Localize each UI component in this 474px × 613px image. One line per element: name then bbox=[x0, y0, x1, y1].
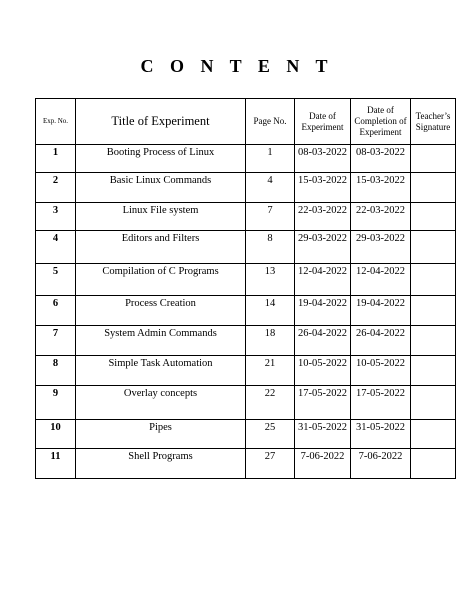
cell-exp-no: 1 bbox=[36, 145, 76, 173]
content-table bbox=[35, 98, 456, 479]
cell-date-of-completion: 15-03-2022 bbox=[351, 173, 411, 203]
cell-page-no: 14 bbox=[246, 296, 295, 326]
header-date-of-completion: Date of Completion of Experiment bbox=[351, 99, 411, 145]
table-row bbox=[36, 173, 456, 203]
cell-date-of-completion: 10-05-2022 bbox=[351, 356, 411, 386]
cell-page-no: 8 bbox=[246, 231, 295, 264]
cell-date-of-completion: 08-03-2022 bbox=[351, 145, 411, 173]
table-row bbox=[36, 203, 456, 231]
cell-date-of-completion: 12-04-2022 bbox=[351, 264, 411, 296]
cell-title: Shell Programs bbox=[76, 449, 246, 479]
cell-exp-no: 10 bbox=[36, 420, 76, 449]
table-row bbox=[36, 356, 456, 386]
cell-date-of-experiment: 19-04-2022 bbox=[295, 296, 351, 326]
page-title: C O N T E N T bbox=[140, 56, 334, 76]
cell-date-of-completion: 31-05-2022 bbox=[351, 420, 411, 449]
cell-date-of-completion: 7-06-2022 bbox=[351, 449, 411, 479]
cell-title: Simple Task Automation bbox=[76, 356, 246, 386]
cell-exp-no: 6 bbox=[36, 296, 76, 326]
header-exp-no: Exp. No. bbox=[36, 99, 76, 145]
cell-title: Pipes bbox=[76, 420, 246, 449]
table-row bbox=[36, 231, 456, 264]
cell-teacher-signature bbox=[411, 231, 456, 264]
table-row bbox=[36, 449, 456, 479]
cell-title: System Admin Commands bbox=[76, 326, 246, 356]
cell-date-of-experiment: 31-05-2022 bbox=[295, 420, 351, 449]
cell-date-of-experiment: 08-03-2022 bbox=[295, 145, 351, 173]
cell-title: Booting Process of Linux bbox=[76, 145, 246, 173]
table-row bbox=[36, 145, 456, 173]
cell-date-of-experiment: 29-03-2022 bbox=[295, 231, 351, 264]
cell-date-of-completion: 22-03-2022 bbox=[351, 203, 411, 231]
table-row bbox=[36, 420, 456, 449]
cell-date-of-experiment: 12-04-2022 bbox=[295, 264, 351, 296]
cell-teacher-signature bbox=[411, 420, 456, 449]
header-title: Title of Experiment bbox=[76, 99, 246, 145]
cell-page-no: 4 bbox=[246, 173, 295, 203]
cell-exp-no: 7 bbox=[36, 326, 76, 356]
cell-page-no: 7 bbox=[246, 203, 295, 231]
cell-date-of-experiment: 15-03-2022 bbox=[295, 173, 351, 203]
cell-title: Linux File system bbox=[76, 203, 246, 231]
table-row bbox=[36, 296, 456, 326]
cell-date-of-experiment: 7-06-2022 bbox=[295, 449, 351, 479]
cell-title: Overlay concepts bbox=[76, 386, 246, 420]
table-row bbox=[36, 386, 456, 420]
cell-page-no: 25 bbox=[246, 420, 295, 449]
cell-page-no: 13 bbox=[246, 264, 295, 296]
cell-date-of-completion: 17-05-2022 bbox=[351, 386, 411, 420]
cell-teacher-signature bbox=[411, 356, 456, 386]
cell-date-of-experiment: 17-05-2022 bbox=[295, 386, 351, 420]
cell-title: Editors and Filters bbox=[76, 231, 246, 264]
cell-exp-no: 2 bbox=[36, 173, 76, 203]
cell-date-of-experiment: 26-04-2022 bbox=[295, 326, 351, 356]
table-header-row bbox=[36, 99, 456, 145]
header-page-no: Page No. bbox=[246, 99, 295, 145]
cell-exp-no: 9 bbox=[36, 386, 76, 420]
cell-teacher-signature bbox=[411, 326, 456, 356]
cell-teacher-signature bbox=[411, 173, 456, 203]
cell-teacher-signature bbox=[411, 145, 456, 173]
cell-exp-no: 5 bbox=[36, 264, 76, 296]
header-date-of-experiment: Date of Experiment bbox=[295, 99, 351, 145]
cell-exp-no: 3 bbox=[36, 203, 76, 231]
cell-exp-no: 8 bbox=[36, 356, 76, 386]
cell-page-no: 21 bbox=[246, 356, 295, 386]
cell-exp-no: 4 bbox=[36, 231, 76, 264]
cell-teacher-signature bbox=[411, 449, 456, 479]
cell-title: Basic Linux Commands bbox=[76, 173, 246, 203]
cell-teacher-signature bbox=[411, 264, 456, 296]
cell-page-no: 1 bbox=[246, 145, 295, 173]
cell-date-of-completion: 29-03-2022 bbox=[351, 231, 411, 264]
cell-title: Process Creation bbox=[76, 296, 246, 326]
cell-exp-no: 11 bbox=[36, 449, 76, 479]
cell-teacher-signature bbox=[411, 203, 456, 231]
cell-date-of-completion: 19-04-2022 bbox=[351, 296, 411, 326]
table-row bbox=[36, 264, 456, 296]
cell-teacher-signature bbox=[411, 296, 456, 326]
cell-page-no: 22 bbox=[246, 386, 295, 420]
header-teacher-signature: Teacher’s Signature bbox=[411, 99, 456, 145]
cell-date-of-experiment: 10-05-2022 bbox=[295, 356, 351, 386]
cell-date-of-experiment: 22-03-2022 bbox=[295, 203, 351, 231]
cell-title: Compilation of C Programs bbox=[76, 264, 246, 296]
cell-page-no: 18 bbox=[246, 326, 295, 356]
cell-date-of-completion: 26-04-2022 bbox=[351, 326, 411, 356]
cell-page-no: 27 bbox=[246, 449, 295, 479]
cell-teacher-signature bbox=[411, 386, 456, 420]
table-row bbox=[36, 326, 456, 356]
